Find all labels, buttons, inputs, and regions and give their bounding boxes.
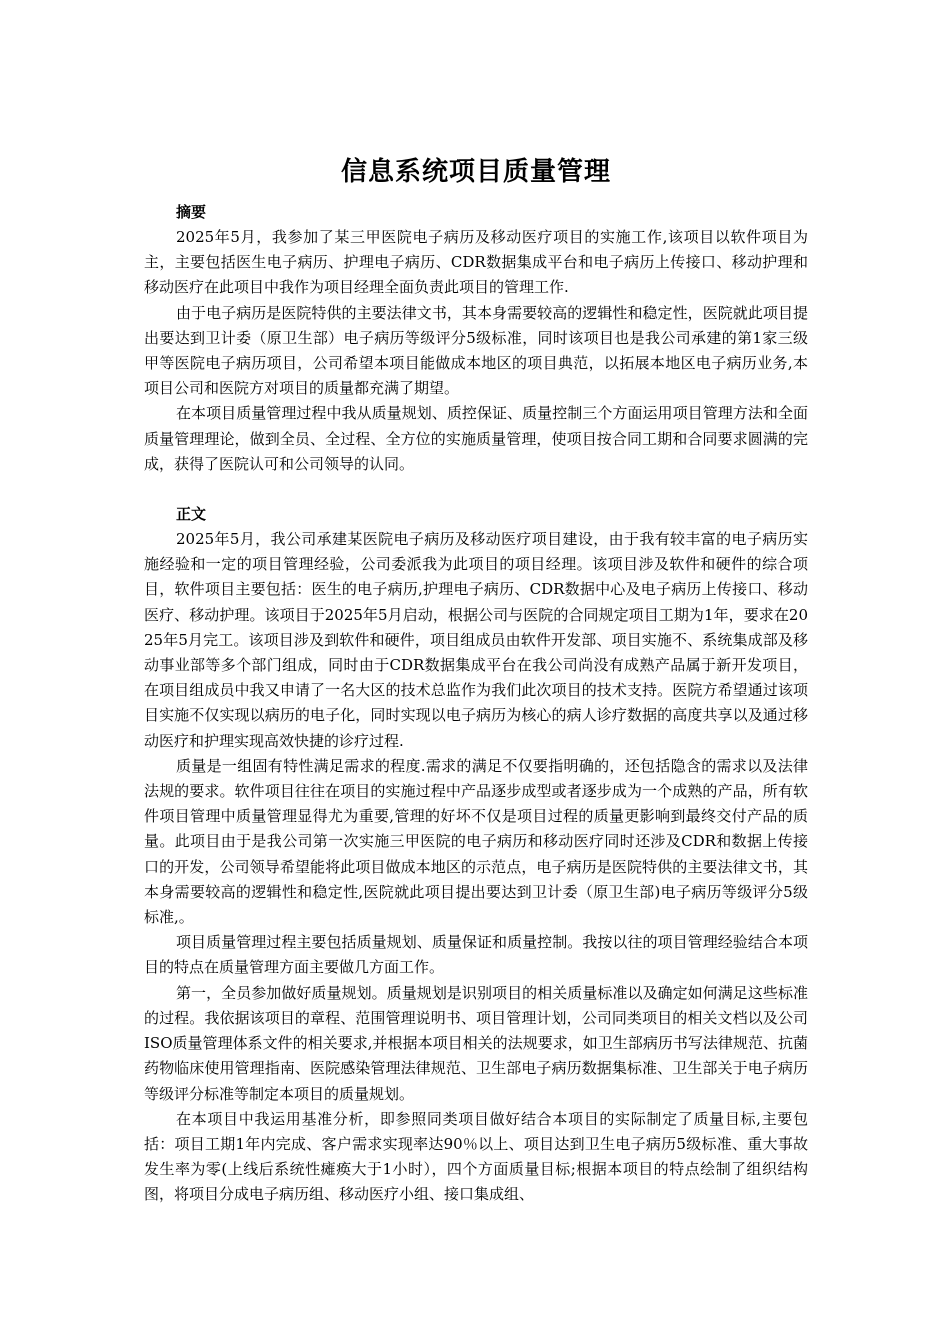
body-paragraph: 2025年5月，我公司承建某医院电子病历及移动医疗项目建设，由于我有较丰富的电子病历实施经验和一定的项目管理经验，公司委派我为此项目的项目经理。该项目涉及软件和硬件的综合项目，软件项目主要包括：医生的电子病历,护理电子病历、CDR数据中心及电子病历上传接口、移动医疗、移动护理。该项目于2025年5月启动，根据公司与医院的合同规定项目工期为1年，要求在2025年5月完工。该项目涉及到软件和硬件，项目组成员由软件开发部、项目实施不、系统集成部及移动事业部等多个部门组成，同时由于CDR数据集成平台在我公司尚没有成熟产品属于新开发项目，在项目组成员中我又申请了一名大区的技术总监作为我们此次项目的技术支持。医院方希望通过该项目实施不仅实现以病历的电子化，同时实现以电子病历为核心的病人诊疗数据的高度共享以及通过移动医疗和护理实现高效快捷的诊疗过程. [144,530,808,750]
body-paragraph: 第一，全员参加做好质量规划。质量规划是识别项目的相关质量标准以及确定如何满足这些标准的过程。我依据该项目的章程、范围管理说明书、项目管理计划，公司同类项目的相关文档以及公司ISO质量管理体系文件的相关要求,并根据本项目相关的法规要求，如卫生部病历书写法律规范、抗菌药物临床使用管理指南、医院感染管理法律规范、卫生部电子病历数据集标准、卫生部关于电子病历等级评分标准等制定本项目的质量规划。 [144,983,808,1103]
body-paragraph: 质量是一组固有特性满足需求的程度.需求的满足不仅要指明确的，还包括隐含的需求以及法律法规的要求。软件项目往往在项目的实施过程中产品逐步成型或者逐步成为一个成熟的产品，所有软件项目管理中质量管理显得尤为重要,管理的好坏不仅是项目过程的质量更影响到最终交付产品的质量。此项目由于是我公司第一次实施三甲医院的电子病历和移动医疗同时还涉及CDR和数据上传接口的开发，公司领导希望能将此项目做成本地区的示范点，电子病历是医院特供的主要法律文书，其本身需要较高的逻辑性和稳定性,医院就此项目提出要达到卫计委（原卫生部)电子病历等级评分5级标准,。 [144,756,808,927]
document-content [144,152,808,1208]
body-heading: 正文 [176,505,207,524]
section-spacer [144,477,808,502]
abstract-paragraph: 2025年5月，我参加了某三甲医院电子病历及移动医疗项目的实施工作,该项目以软件项目为主，主要包括医生电子病历、护理电子病历、CDR数据集成平台和电子病历上传接口、移动护理和移动医疗在此项目中我作为项目经理全面负责此项目的管理工作. [144,228,808,297]
abstract-heading: 摘要 [176,203,207,221]
body-paragraph: 在本项目中我运用基准分析，即参照同类项目做好结合本项目的实际制定了质量目标,主要包括：项目工期1年内完成、客户需求实现率达90％以上、项目达到卫生电子病历5级标准、重大事故发生率为零(上线后系统性瘫痪大于1小时），四个方面质量目标;根据本项目的特点绘制了组织结构图，将项目分成电子病历组、移动医疗小组、接口集成组、 [144,1109,808,1204]
body-paragraph: 项目质量管理过程主要包括质量规划、质量保证和质量控制。我按以往的项目管理经验结合本项目的特点在质量管理方面主要做几方面工作。 [144,933,808,977]
document-title: 信息系统项目质量管理 [340,157,611,187]
abstract-paragraph: 在本项目质量管理过程中我从质量规划、质控保证、质量控制三个方面运用项目管理方法和全面质量管理理论，做到全员、全过程、全方位的实施质量管理，使项目按合同工期和合同要求圆满的完成，获得了医院认可和公司领导的认同。 [144,404,808,473]
abstract-paragraph: 由于电子病历是医院特供的主要法律文书，其本身需要较高的逻辑性和稳定性，医院就此项目提出要达到卫计委（原卫生部）电子病历等级评分5级标准，同时该项目也是我公司承建的第1家三级甲等医院电子病历项目，公司希望本项目能做成本地区的项目典范，以拓展本地区电子病历业务,本项目公司和医院方对项目的质量都充满了期望。 [144,303,808,398]
